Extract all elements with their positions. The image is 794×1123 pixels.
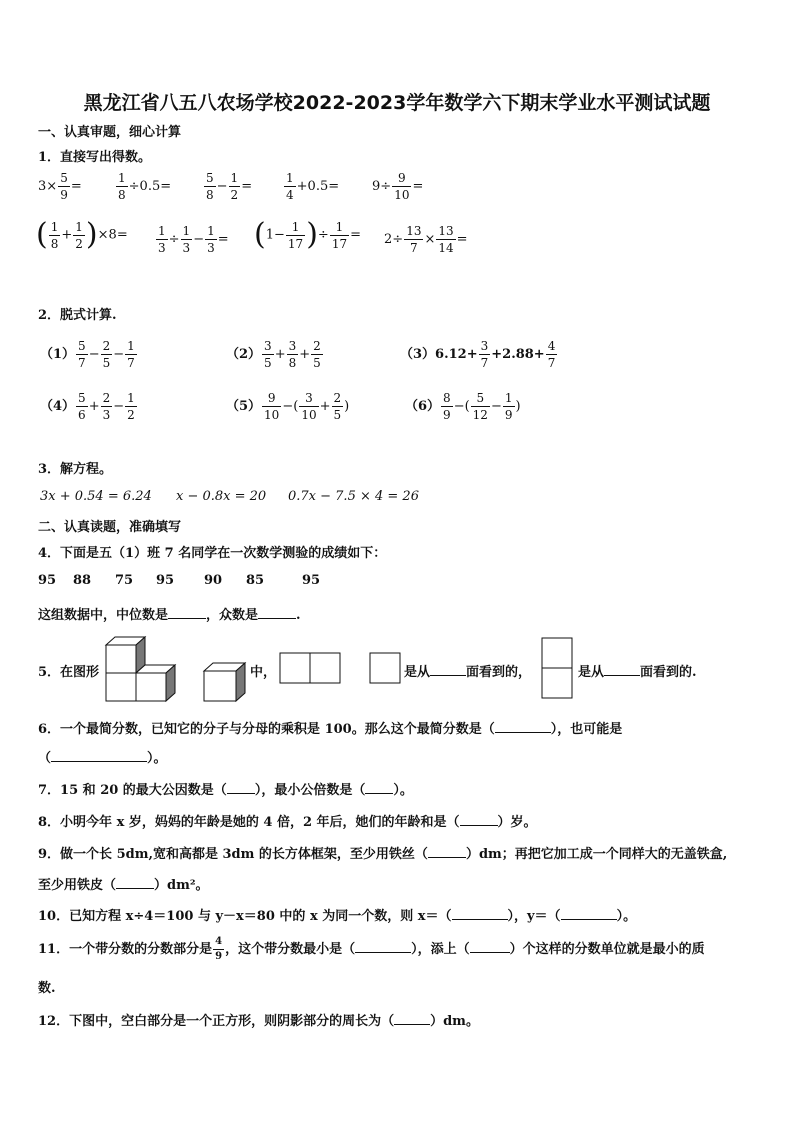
q5-blank-1[interactable] bbox=[430, 663, 466, 676]
q6-blank-2[interactable] bbox=[51, 749, 147, 762]
score-2: 88 bbox=[73, 573, 92, 588]
view-one-square bbox=[369, 652, 403, 684]
q1-item-2: $\frac{1}{8}$ ÷0.5= bbox=[118, 171, 172, 202]
question-9-cont: 至少用铁皮（ ）dm²。 bbox=[38, 878, 209, 893]
question-1: 1．直接写出得数。 bbox=[38, 150, 152, 165]
question-2: 2．脱式计算. bbox=[38, 308, 117, 323]
question-9: 9．做一个长 5dm,宽和高都是 3dm 的长方体框架，至少用铁丝（ ）dm；再把它加工成一个同样大的无盖铁盒, bbox=[38, 847, 728, 862]
q5-text-c: 是从 面看到的， bbox=[404, 665, 532, 680]
q10-blank-x[interactable] bbox=[452, 907, 508, 920]
q6-blank-1[interactable] bbox=[495, 720, 551, 733]
mode-blank[interactable] bbox=[258, 606, 296, 619]
question-11: 11．一个带分数的分数部分是 $\frac{4}{9}$ ，这个带分数最小是（ ），添上（ ）个这样的分数单位就是最小的质 bbox=[38, 936, 705, 962]
q2-item-4: （4） $\frac{5}{6}$ + $\frac{2}{3}$ − $\frac{1}{2}$ bbox=[40, 391, 135, 422]
q1-item-4: $\frac{1}{4}$ +0.5= bbox=[286, 171, 340, 202]
q1-item-6: ( $\frac{1}{8}$ + $\frac{1}{2}$ )×8= bbox=[36, 217, 128, 252]
page-title: 黑龙江省八五八农场学校2022-2023学年数学六下期末学业水平测试试题 bbox=[83, 92, 711, 114]
question-6-cont: （ ）。 bbox=[38, 751, 167, 766]
q2-item-2: （2） $\frac{3}{5}$ + $\frac{3}{8}$ + $\frac{2}{5}$ bbox=[226, 339, 321, 370]
q11-blank-1[interactable] bbox=[355, 940, 411, 953]
q2-item-3: （3）6.12+ $\frac{3}{7}$ +2.88+ $\frac{4}{7}$ bbox=[400, 339, 556, 370]
q9-blank-1[interactable] bbox=[428, 845, 466, 858]
q8-blank[interactable] bbox=[460, 813, 498, 826]
view-stacked-squares bbox=[541, 637, 575, 699]
q1-item-1: 3× $\frac{5}{9}$ = bbox=[38, 171, 82, 202]
q2-item-6: （6） $\frac{8}{9}$ −( $\frac{5}{12}$ − $\frac{1}{9}$ ) bbox=[405, 391, 521, 422]
q1-item-9: 2÷ $\frac{13}{7}$ × $\frac{13}{14}$ = bbox=[384, 224, 468, 255]
question-8: 8．小明今年 x 岁，妈妈的年龄是她的 4 倍，2 年后，她们的年龄和是（ ）岁。 bbox=[38, 815, 537, 830]
q2-item-5: （5） $\frac{9}{10}$ −( $\frac{3}{10}$ + $\frac{2}{5}$ ) bbox=[226, 391, 350, 422]
score-3: 75 bbox=[115, 573, 134, 588]
equation-1: 3x + 0.54 = 6.24 bbox=[40, 489, 152, 504]
question-10: 10．已知方程 x÷4＝100 与 y－x＝80 中的 x 为同一个数，则 x＝（ ），y＝（ ）。 bbox=[38, 909, 637, 924]
q10-blank-y[interactable] bbox=[561, 907, 617, 920]
median-blank[interactable] bbox=[168, 606, 206, 619]
q1-item-7: $\frac{1}{3}$ ÷ $\frac{1}{3}$ − $\frac{1}{3}$ = bbox=[158, 224, 229, 255]
question-4: 4．下面是五（1）班 7 名同学在一次数学测验的成绩如下： bbox=[38, 546, 387, 561]
score-4: 95 bbox=[156, 573, 175, 588]
cube-stack-figure bbox=[103, 633, 181, 703]
section-1-heading: 一、认真审题，细心计算 bbox=[38, 125, 182, 140]
question-11-cont: 数. bbox=[38, 981, 56, 996]
question-3: 3．解方程。 bbox=[38, 462, 113, 477]
q1-item-5: 9÷ $\frac{9}{10}$ = bbox=[372, 171, 424, 202]
q5-text-e: 是从 面看到的. bbox=[578, 665, 697, 680]
q1-item-8: (1− $\frac{1}{17}$ )÷ $\frac{1}{17}$ = bbox=[254, 217, 361, 252]
question-4-fill: 这组数据中，中位数是 ，众数是 . bbox=[38, 608, 301, 623]
question-12: 12．下图中，空白部分是一个正方形，则阴影部分的周长为（ ）dm。 bbox=[38, 1014, 479, 1029]
score-5: 90 bbox=[204, 573, 223, 588]
equation-2: x − 0.8x = 20 bbox=[176, 489, 267, 504]
q5-blank-2[interactable] bbox=[604, 663, 640, 676]
view-two-squares bbox=[279, 652, 343, 684]
q2-item-1: （1） $\frac{5}{7}$ − $\frac{2}{5}$ − $\frac{1}{7}$ bbox=[40, 339, 135, 370]
question-5-label: 5．在图形 bbox=[38, 665, 100, 680]
q12-blank[interactable] bbox=[394, 1012, 430, 1025]
score-1: 95 bbox=[38, 573, 57, 588]
q7-blank-1[interactable] bbox=[227, 781, 255, 794]
single-cube-figure bbox=[201, 659, 249, 703]
score-6: 85 bbox=[246, 573, 265, 588]
equation-3: 0.7x − 7.5 × 4 = 26 bbox=[288, 489, 419, 504]
q5-text-b: 中， bbox=[250, 665, 277, 680]
score-7: 95 bbox=[302, 573, 321, 588]
section-2-heading: 二、认真读题，准确填写 bbox=[38, 520, 182, 535]
q7-blank-2[interactable] bbox=[365, 781, 393, 794]
question-7: 7．15 和 20 的最大公因数是（ ），最小公倍数是（ ）。 bbox=[38, 783, 413, 798]
q11-blank-2[interactable] bbox=[470, 940, 510, 953]
question-6: 6．一个最简分数，已知它的分子与分母的乘积是 100。那么这个最简分数是（ ），也可能是 bbox=[38, 722, 623, 737]
q9-blank-2[interactable] bbox=[116, 876, 154, 889]
q1-item-3: $\frac{5}{8}$ − $\frac{1}{2}$ = bbox=[206, 171, 253, 202]
